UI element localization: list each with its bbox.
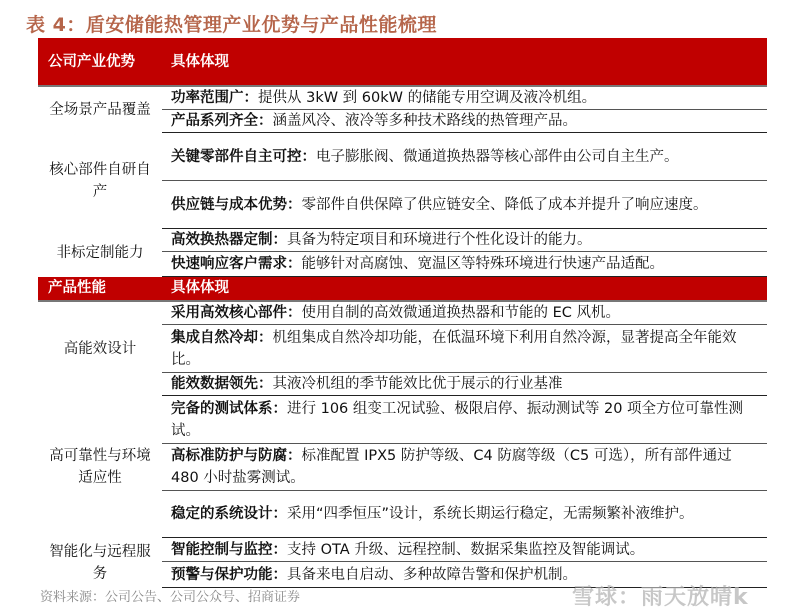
detail-cell — [162, 110, 767, 133]
header-col1: 公司产业优势 — [38, 38, 162, 86]
detail-label: 智能控制与监控： — [171, 541, 287, 558]
detail-label: 快速响应客户需求： — [171, 256, 302, 272]
detail-label: 预警与保护功能： — [171, 566, 287, 583]
detail-text: 零部件自供保障了供应链安全、降低了成本并提升了响应速度。 — [301, 196, 708, 213]
detail-label: 能效数据领先： — [171, 376, 273, 392]
watermark: 雪球：雨天放晴k — [572, 585, 749, 610]
detail-text: 能够针对高腐蚀、宽温区等特殊环境进行快速产品适配。 — [301, 256, 664, 272]
detail-label: 功率范围广： — [171, 90, 258, 106]
detail-text: 其液冷机组的季节能效比优于展示的行业基准 — [272, 376, 563, 392]
detail-label: 供应链与成本优势： — [171, 196, 302, 213]
table-row — [38, 229, 767, 252]
header-col2: 具体体现 — [162, 277, 767, 301]
header-col2: 具体体现 — [162, 38, 767, 86]
category-cell: 全场景产品覆盖 — [49, 101, 151, 118]
detail-text: 机组集成自然冷却功能，在低温环境下利用自然冷源，显著提高全年能效比。 — [171, 329, 737, 368]
category-cell: 核心部件自研自产 — [49, 161, 151, 200]
detail-cell — [162, 444, 767, 491]
detail-cell — [162, 301, 767, 325]
detail-text: 支持 OTA 升级、远程控制、数据采集监控及智能调试。 — [287, 541, 645, 558]
detail-cell — [162, 538, 767, 562]
detail-label: 高标准防护与防腐： — [171, 448, 302, 464]
detail-cell — [162, 133, 767, 181]
category-cell: 高可靠性与环境适应性 — [49, 447, 151, 486]
header-row — [38, 277, 767, 301]
detail-cell — [162, 181, 767, 229]
header-row — [38, 38, 767, 86]
detail-label: 完备的测试体系： — [171, 400, 287, 417]
source-note: 资料来源：公司公告、公司公众号、招商证券 — [40, 590, 301, 605]
category-cell: 高能效设计 — [63, 340, 137, 357]
detail-cell — [162, 325, 767, 373]
detail-text: 具备来电自启动、多种故障告警和保护机制。 — [287, 566, 577, 583]
detail-cell — [162, 491, 767, 538]
detail-text: 标准配置 IPX5 防护等级、C4 防腐等级（C5 可选），所有部件通过 480 小时盐雾测试。 — [171, 448, 732, 486]
advantages-table — [38, 38, 767, 588]
detail-label: 产品系列齐全： — [171, 113, 273, 129]
table-row — [38, 538, 767, 562]
table-row — [38, 133, 767, 181]
header-col1: 产品性能 — [38, 277, 162, 301]
detail-text: 电子膨胀阀、微通道换热器等核心部件由公司自主生产。 — [316, 148, 679, 165]
detail-text: 进行 106 组变工况试验、极限启停、振动测试等 20 项全方位可靠性测试。 — [171, 400, 744, 439]
detail-cell — [162, 373, 767, 396]
table-row — [38, 396, 767, 444]
category-cell: 非标定制能力 — [56, 244, 144, 261]
table-row — [38, 86, 767, 110]
table-title: 表 4：盾安储能热管理产业优势与产品性能梳理 — [26, 14, 437, 36]
detail-label: 高效换热器定制： — [171, 232, 287, 248]
detail-cell — [162, 86, 767, 110]
table-row — [38, 301, 767, 325]
detail-cell — [162, 229, 767, 252]
detail-text: 采用“四季恒压”设计，系统长期运行稳定，无需频繁补液维护。 — [287, 506, 694, 522]
detail-cell — [162, 396, 767, 444]
detail-text: 使用自制的高效微通道换热器和节能的 EC 风机。 — [301, 304, 621, 321]
detail-label: 集成自然冷却： — [171, 329, 273, 346]
detail-text: 具备为特定项目和环境进行个性化设计的能力。 — [287, 232, 592, 248]
detail-label: 采用高效核心部件： — [171, 304, 302, 321]
detail-label: 关键零部件自主可控： — [171, 148, 316, 165]
detail-text: 涵盖风冷、液冷等多种技术路线的热管理产品。 — [272, 113, 577, 129]
category-cell: 智能化与远程服务 — [49, 543, 151, 582]
detail-text: 提供从 3kW 到 60kW 的储能专用空调及液冷机组。 — [258, 90, 597, 106]
detail-label: 稳定的系统设计： — [171, 506, 287, 522]
detail-cell — [162, 252, 767, 277]
